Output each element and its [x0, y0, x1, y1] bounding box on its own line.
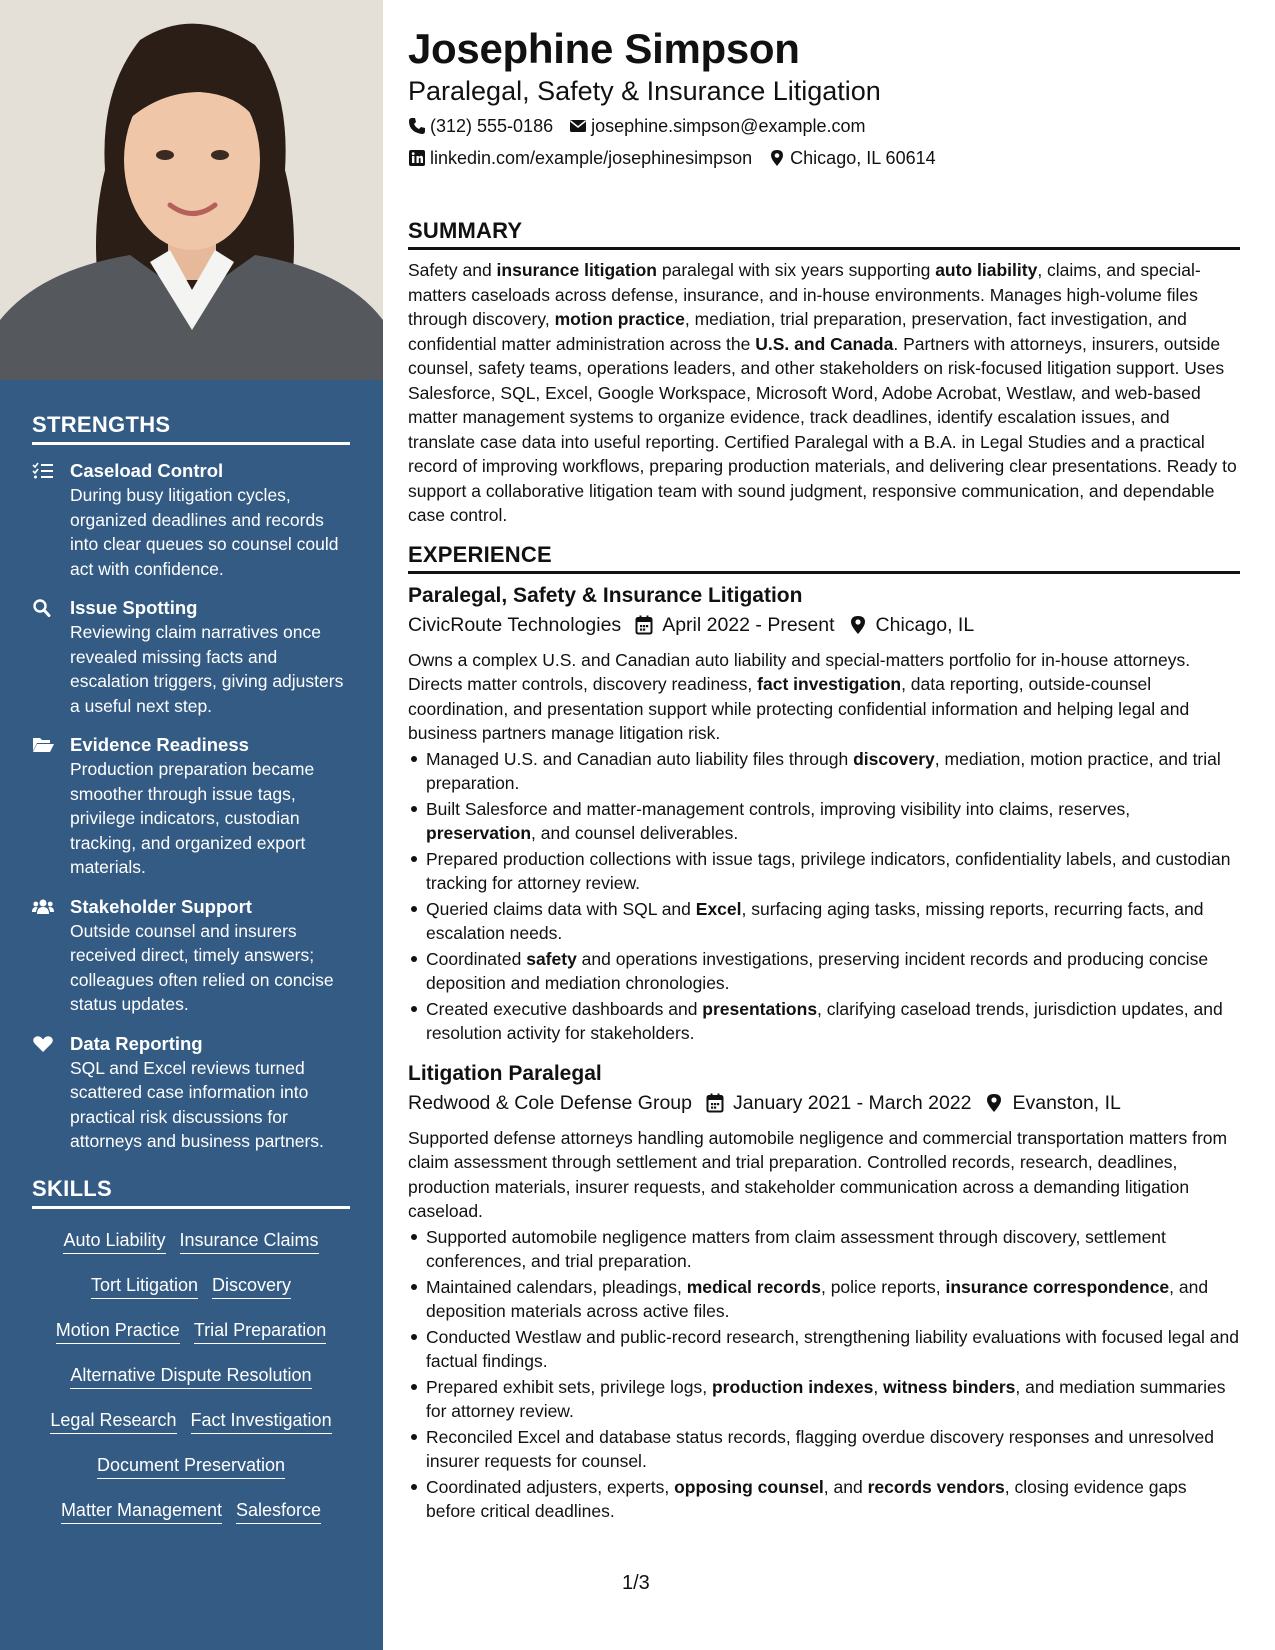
job-title: Paralegal, Safety & Insurance Litigation — [408, 583, 803, 607]
job-dates: January 2021 - March 2022 — [733, 1091, 972, 1114]
users-icon — [32, 895, 70, 1017]
strengths-heading: STRENGTHS — [32, 412, 350, 445]
linkedin-contact[interactable] — [408, 142, 752, 174]
text-run: Managed U.S. and Canadian auto liability files through — [426, 748, 854, 769]
bullet-item — [408, 947, 1240, 996]
job-entry — [408, 582, 1240, 1046]
bold-text: preservation — [426, 823, 532, 843]
portrait-image — [0, 0, 383, 380]
skill-tag: Auto Liability — [63, 1228, 165, 1254]
skill-tag: Insurance Claims — [180, 1228, 319, 1254]
contact-info — [408, 110, 1240, 174]
bold-text: fact investigation — [757, 674, 902, 694]
candidate-title: Paralegal, Safety & Insurance Litigation — [408, 76, 881, 106]
map-pin-icon — [849, 615, 867, 635]
bold-text: presentations — [702, 998, 818, 1019]
location-text: Chicago, IL 60614 — [790, 148, 936, 168]
bold-text: U.S. and Canada — [755, 333, 894, 354]
strength-title: Caseload Control — [70, 460, 224, 481]
bullet-item — [408, 897, 1240, 946]
bullet-item — [408, 997, 1240, 1046]
sidebar — [0, 0, 383, 1650]
text-run: Coordinated — [426, 948, 527, 969]
bold-text: discovery — [853, 748, 935, 769]
job-company: Redwood & Cole Defense Group — [408, 1091, 692, 1114]
text-run: . Partners with attorneys, insurers, outside counsel, safety teams, operations leaders, and other stakeholders on risk-focused litigation support. Uses Salesforce, SQL, Excel, Google Workspace, Microsoft Word, Adobe Acrobat, Westlaw, and web-based matter management systems to organize evidence, track deadlines, identify escalation issues, and translate case data into useful reporting. Certified Paralegal with a B.A. in Legal Studies and a practical record of improving workflows, preparing production materials, and delivering clear presentations. Ready to support a collaborative litigation team with sound judgment, responsive communication, and dependable case control. — [408, 333, 1237, 525]
phone-icon — [408, 117, 426, 135]
job-meta — [408, 610, 1240, 640]
envelope-icon — [569, 117, 587, 135]
email-contact[interactable] — [569, 110, 865, 142]
location-contact — [768, 142, 935, 174]
text-run: paralegal with six years supporting — [657, 260, 936, 280]
text-run: Reconciled Excel and database status records, flagging overdue discovery responses and unresolved insurer requests for counsel. — [426, 1426, 1214, 1471]
job-description — [408, 648, 1240, 746]
phone-contact[interactable] — [408, 110, 553, 142]
strength-item — [32, 459, 350, 581]
strength-title: Stakeholder Support — [70, 895, 252, 917]
main-content — [408, 24, 1240, 1525]
skill-tag: Motion Practice — [56, 1318, 180, 1344]
text-run: , claims, and special-matters caseloads across defense, insurance, and in-house environments. Manages high-volume files through discovery, — [408, 260, 1201, 329]
job-bullets — [408, 1225, 1240, 1524]
job-bullets — [408, 747, 1240, 1046]
text-run: , — [873, 1376, 884, 1397]
skill-tag: Alternative Dispute Resolution — [70, 1363, 311, 1389]
bold-text: insurance correspondence — [945, 1276, 1170, 1297]
text-run: , data reporting, outside-counsel coordination, and presentation support while protecting confidential information and helping legal and business partners manage litigation risk. — [408, 674, 1190, 743]
list-check-icon — [32, 459, 70, 581]
text-run: , and deposition materials across active files. — [426, 1276, 1209, 1321]
page-number: 1/3 — [622, 1572, 650, 1594]
linkedin-icon — [408, 149, 426, 167]
bold-text: medical records — [686, 1276, 821, 1297]
profile-photo — [0, 0, 383, 380]
calendar-icon — [635, 615, 653, 635]
phone-text: (312) 555-0186 — [430, 116, 554, 136]
text-run: Supported automobile negligence matters from claim assessment through discovery, settlement conferences, and trial preparation. — [426, 1226, 1166, 1271]
text-run: Maintained calendars, pleadings, — [426, 1276, 687, 1297]
text-run: and operations investigations, preserving incident records and producing concise deposition and mediation chronologies. — [426, 948, 1209, 993]
strength-title: Data Reporting — [70, 1032, 203, 1054]
job-dates: April 2022 - Present — [662, 613, 835, 636]
job-meta — [408, 1088, 1240, 1118]
text-run: , closing evidence gaps before critical deadlines. — [426, 1476, 1187, 1521]
map-pin-icon — [985, 1093, 1003, 1113]
bullet-item — [408, 747, 1240, 796]
job-company: CivicRoute Technologies — [408, 613, 622, 636]
strength-item — [32, 596, 350, 718]
bullet-item — [408, 1325, 1240, 1374]
email-text: josephine.simpson@example.com — [591, 116, 866, 136]
strength-item — [32, 1032, 350, 1154]
skills-list — [32, 1219, 350, 1534]
text-run: , mediation, trial preparation, preservation, fact investigation, and confidential matter administration across the — [408, 309, 1187, 354]
folder-open-icon — [32, 733, 70, 880]
bold-text: safety — [526, 948, 577, 969]
bullet-item — [408, 1225, 1240, 1274]
strength-item — [32, 895, 350, 1017]
bold-text: production indexes — [711, 1376, 874, 1397]
text-run: , and mediation summaries for attorney review. — [426, 1376, 1226, 1421]
text-run: Owns a complex U.S. and Canadian auto liability and special-matters portfolio for in-house attorneys. Directs matter controls, discovery readiness, — [408, 649, 1191, 694]
bold-text: opposing counsel — [674, 1476, 824, 1497]
summary-text — [408, 258, 1240, 528]
skill-tag: Document Preservation — [97, 1453, 285, 1479]
candidate-name: Josephine Simpson — [408, 25, 800, 72]
job-location: Chicago, IL — [875, 613, 975, 636]
text-run: , mediation, motion practice, and trial preparation. — [426, 748, 1221, 793]
skill-tag: Trial Preparation — [194, 1318, 326, 1344]
bullet-item — [408, 797, 1240, 846]
skill-tag: Fact Investigation — [191, 1408, 332, 1434]
bold-text: motion practice — [554, 309, 685, 329]
skills-heading: SKILLS — [32, 1176, 350, 1209]
text-run: , and — [823, 1476, 868, 1497]
bold-text: insurance litigation — [496, 260, 657, 280]
skill-tag: Matter Management — [61, 1498, 222, 1524]
text-run: Queried claims data with SQL and — [426, 898, 696, 919]
text-run: , and counsel deliverables. — [531, 823, 739, 843]
bold-text: Excel — [695, 898, 742, 919]
skill-tag: Tort Litigation — [91, 1273, 198, 1299]
text-run: Coordinated adjusters, experts, — [426, 1476, 675, 1497]
strength-description: During busy litigation cycles, organized deadlines and records into clear queues so counsel could act with confidence. — [70, 485, 339, 579]
job-description — [408, 1126, 1240, 1224]
heart-icon — [32, 1032, 70, 1154]
bold-text: auto liability — [935, 260, 1038, 280]
text-run: Conducted Westlaw and public-record research, strengthening liability evaluations with focused legal and factual findings. — [426, 1326, 1239, 1371]
text-run: Built Salesforce and matter-management controls, improving visibility into claims, reserves, — [426, 798, 1131, 819]
text-run: Prepared exhibit sets, privilege logs, — [426, 1376, 712, 1397]
text-run: , police reports, — [820, 1276, 946, 1297]
job-location: Evanston, IL — [1012, 1091, 1121, 1114]
bullet-item — [408, 1275, 1240, 1324]
text-run: Safety and — [408, 260, 497, 280]
bold-text: witness binders — [883, 1376, 1016, 1397]
text-run: Prepared production collections with issue tags, privilege indicators, confidentiality labels, and custodian tracking for attorney review. — [426, 848, 1231, 893]
strength-title: Issue Spotting — [70, 597, 198, 618]
job-entry — [408, 1060, 1240, 1524]
text-run: Supported defense attorneys handling automobile negligence and commercial transportation matters from claim assessment through settlement and trial preparation. Controlled records, research, deadlines, production materials, insurer requests, and stakeholder communication across a demanding litigation caseload. — [408, 1127, 1228, 1221]
strength-description: Production preparation became smoother through issue tags, privilege indicators, custodian tracking, and organized export materials. — [70, 759, 315, 877]
skill-tag: Salesforce — [236, 1498, 321, 1524]
text-run: , clarifying caseload trends, jurisdiction updates, and resolution activity for stakeholders. — [426, 998, 1223, 1043]
strength-description: Reviewing claim narratives once revealed missing facts and escalation triggers, giving adjusters a useful next step. — [70, 622, 344, 716]
sidebar-content — [32, 412, 350, 1534]
skill-tag: Legal Research — [50, 1408, 176, 1434]
summary-heading: SUMMARY — [408, 218, 1240, 250]
experience-heading: EXPERIENCE — [408, 542, 1240, 574]
bullet-item — [408, 1475, 1240, 1524]
text-run: , surfacing aging tasks, missing reports, recurring facts, and escalation needs. — [426, 898, 1204, 943]
linkedin-text: linkedin.com/example/josephinesimpson — [430, 148, 753, 168]
strength-description: Outside counsel and insurers received direct, timely answers; colleagues often relied on concise status updates. — [70, 920, 334, 1014]
skill-tag: Discovery — [212, 1273, 291, 1299]
bullet-item — [408, 1375, 1240, 1424]
bullet-item — [408, 847, 1240, 896]
map-pin-icon — [768, 149, 786, 167]
text-run: Created executive dashboards and — [426, 998, 703, 1019]
calendar-icon — [706, 1093, 724, 1113]
strength-description: SQL and Excel reviews turned scattered case information into practical risk discussions for attorneys and business partners. — [70, 1057, 324, 1151]
bold-text: records vendors — [867, 1476, 1005, 1497]
job-title: Litigation Paralegal — [408, 1061, 602, 1085]
strength-item — [32, 733, 350, 880]
strength-title: Evidence Readiness — [70, 734, 249, 755]
bullet-item — [408, 1425, 1240, 1474]
search-icon — [32, 596, 70, 718]
